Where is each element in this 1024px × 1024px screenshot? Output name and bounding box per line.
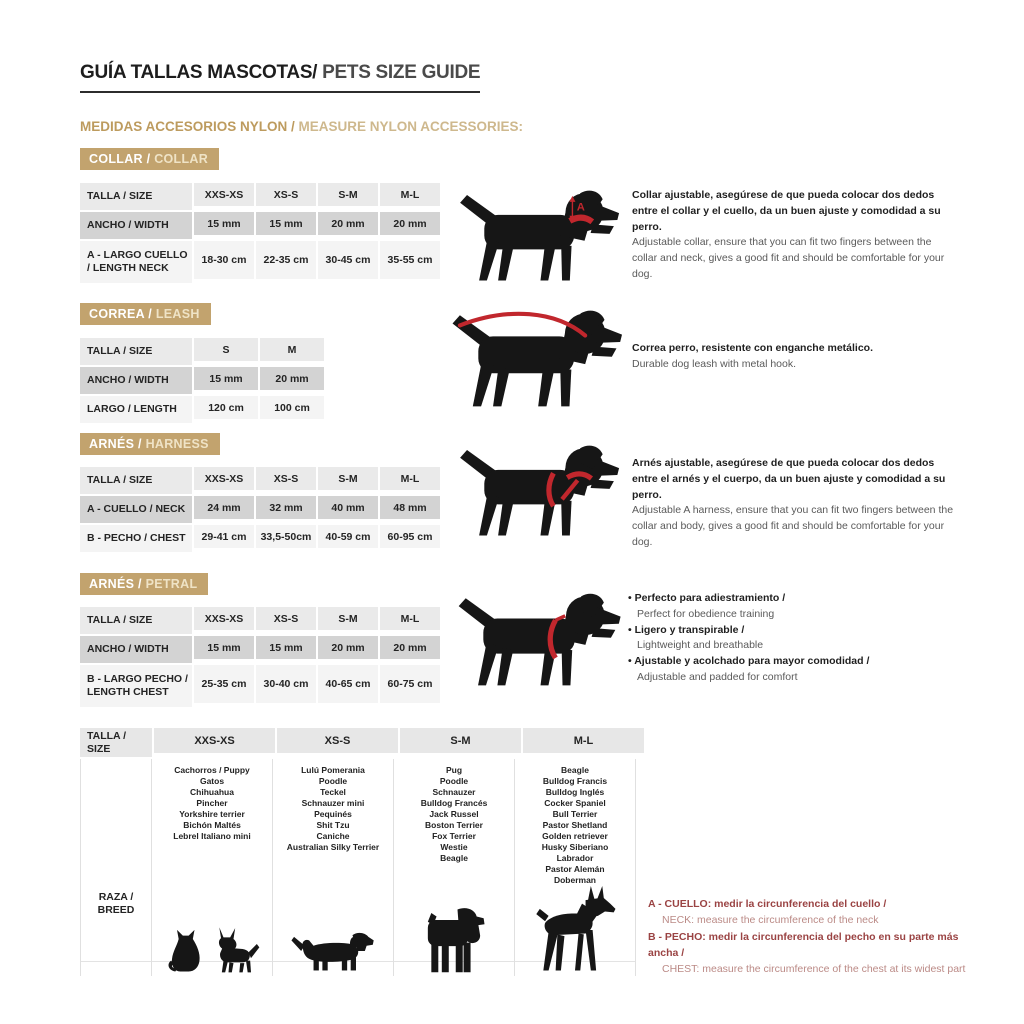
breed-name: Shit Tzu (316, 820, 350, 830)
leash-header-row (80, 338, 324, 365)
petral-bullet-3-en: Adjustable and padded for comfort (637, 670, 798, 683)
harness-size-cell: S-M (318, 467, 378, 490)
note-a-en: NECK: measure the circumference of the neck (662, 914, 879, 927)
breed-name: Bulldog Francés (420, 798, 488, 808)
leash-width-cell: 20 mm (260, 367, 324, 390)
harness-chest-cell: 33,5-50cm (256, 525, 316, 548)
breed-size-cell: XS-S (277, 728, 398, 753)
collar-size-cell: XS-S (256, 183, 316, 206)
breed-name: Boston Terrier (425, 820, 483, 830)
collar-table (80, 183, 440, 283)
collar-desc-en: Adjustable collar, ensure that you can fit two fingers between the collar and neck, gives a good fit and should be comfortable for your dog. (632, 236, 945, 280)
breed-name: Caniche (316, 831, 350, 841)
breed-row-label-cell (80, 759, 152, 976)
breed-name: Lebrel Italiano mini (173, 831, 251, 841)
breed-size-cell: XXS-XS (154, 728, 275, 753)
breed-col-xs-s (273, 759, 394, 976)
breed-name: Beagle (561, 765, 589, 775)
breed-row-label: RAZA / BREED (97, 890, 135, 917)
note-b-en: CHEST: measure the circumference of the chest at its widest part (662, 963, 966, 976)
breed-name: Pincher (196, 798, 228, 808)
breed-col-xxs-xs (152, 759, 273, 976)
harness-neck-label: A - CUELLO / NECK (80, 496, 192, 523)
harness-size-cell: XXS-XS (194, 467, 254, 490)
breed-name: Doberman (553, 875, 597, 885)
note-a-es: A - CUELLO: medir la circunferencia del cuello / (648, 898, 887, 910)
leash-length-row (80, 396, 324, 423)
petral-header-row (80, 607, 440, 634)
harness-header-row (80, 467, 440, 494)
breed-name: Beagle (440, 853, 468, 863)
animal-slot-m-l (533, 886, 617, 976)
collar-badge-en: COLLAR (154, 152, 209, 166)
breed-name: Yorkshire terrier (179, 809, 245, 819)
animal-slot-xs-s (289, 928, 377, 976)
leash-length-label: LARGO / LENGTH (80, 396, 192, 423)
leash-width-label: ANCHO / WIDTH (80, 367, 192, 394)
petral-bullet-2 (628, 623, 952, 655)
petral-width-label: ANCHO / WIDTH (80, 636, 192, 663)
leash-width-cell: 15 mm (194, 367, 258, 390)
petral-chest-row (80, 665, 440, 707)
breed-name: Jack Russel (429, 809, 479, 819)
collar-width-row (80, 212, 440, 239)
petral-width-cell: 20 mm (318, 636, 378, 659)
breed-size-header: TALLA / SIZE (80, 728, 152, 757)
collar-header-row (80, 183, 440, 210)
harness-section-badge (80, 433, 220, 455)
leash-size-header: TALLA / SIZE (80, 338, 192, 365)
leash-width-row (80, 367, 324, 394)
harness-neck-cell: 48 mm (380, 496, 440, 519)
breed-name: Pastor Alemán (545, 864, 605, 874)
breed-name: Bichón Maltés (183, 820, 241, 830)
harness-neck-row (80, 496, 440, 523)
harness-chest-label: B - PECHO / CHEST (80, 525, 192, 552)
petral-size-cell: S-M (318, 607, 378, 630)
breed-name: Labrador (556, 853, 594, 863)
animal-slot-xxs-xs (165, 924, 260, 976)
breed-body (80, 759, 636, 962)
petral-chest-cell: 40-65 cm (318, 665, 378, 703)
leash-dog-illustration (447, 300, 622, 423)
petral-size-cell: XXS-XS (194, 607, 254, 630)
petral-size-header: TALLA / SIZE (80, 607, 192, 634)
petral-bullet-2-en: Lightweight and breathable (637, 639, 764, 652)
dog-collar-icon (452, 182, 622, 290)
breed-name: Poodle (439, 776, 469, 786)
collar-width-cell: 15 mm (256, 212, 316, 235)
collar-size-cell: XXS-XS (194, 183, 254, 206)
leash-size-cell: S (194, 338, 258, 361)
petral-table (80, 607, 440, 707)
collar-section-badge (80, 148, 219, 170)
leash-badge-en: LEASH (155, 307, 200, 321)
leash-description (632, 341, 956, 373)
harness-chest-cell: 60-95 cm (380, 525, 440, 548)
breed-name: Bulldog Francis (542, 776, 608, 786)
petral-size-cell: XS-S (256, 607, 316, 630)
leash-table (80, 338, 324, 423)
harness-size-cell: XS-S (256, 467, 316, 490)
schnauzer-icon (422, 906, 486, 974)
breed-table (80, 728, 636, 962)
harness-table (80, 467, 440, 552)
petral-bullet-2-es: • Ligero y transpirable / (628, 623, 952, 639)
harness-neck-cell: 24 mm (194, 496, 254, 519)
doberman-icon (533, 886, 617, 974)
breed-size-cell: S-M (400, 728, 521, 753)
collar-badge-es: COLLAR / (89, 152, 155, 166)
dog-leash-icon (447, 300, 622, 418)
petral-chest-cell: 25-35 cm (194, 665, 254, 703)
collar-width-cell: 20 mm (380, 212, 440, 235)
page-subtitle-es: MEDIDAS ACCESORIOS NYLON / (80, 119, 299, 134)
collar-neck-cell: 22-35 cm (256, 241, 316, 279)
page-title (80, 62, 480, 93)
breed-size-cell: M-L (523, 728, 644, 753)
breed-name: Golden retriever (542, 831, 608, 841)
breed-name: Pastor Shetland (542, 820, 608, 830)
collar-description (632, 188, 956, 283)
petral-bullet-1-en: Perfect for obedience training (637, 607, 775, 620)
leash-desc-en: Durable dog leash with metal hook. (632, 357, 797, 370)
petral-feature-list (628, 591, 952, 686)
measuring-notes (648, 896, 978, 977)
collar-neck-label: A - LARGO CUELLO / LENGTH NECK (80, 241, 192, 283)
page-subtitle (80, 119, 523, 134)
breed-name: Cocker Spaniel (544, 798, 606, 808)
collar-size-cell: M-L (380, 183, 440, 206)
collar-desc-es: Collar ajustable, asegúrese de que pueda colocar dos dedos entre el collar y el cuello, da un buen ajuste y comodidad a su perro. (632, 189, 941, 233)
harness-badge-es: ARNÉS / (89, 437, 146, 451)
chihuahua-icon (212, 924, 260, 974)
breed-name: Cachorros / Puppy (174, 765, 250, 775)
harness-chest-row (80, 525, 440, 552)
breed-name: Schnauzer (432, 787, 476, 797)
petral-dog-illustration (452, 585, 622, 700)
cat-icon (165, 924, 209, 974)
collar-neck-row (80, 241, 440, 283)
breed-name: Chihuahua (190, 787, 234, 797)
collar-width-cell: 20 mm (318, 212, 378, 235)
breed-header-row (80, 728, 636, 757)
collar-width-label: ANCHO / WIDTH (80, 212, 192, 239)
page-title-en: PETS SIZE GUIDE (317, 62, 481, 83)
breed-name: Westie (440, 842, 468, 852)
breed-name: Australian Silky Terrier (286, 842, 380, 852)
collar-neck-cell: 30-45 cm (318, 241, 378, 279)
breed-name: Husky Siberiano (541, 842, 609, 852)
petral-width-cell: 15 mm (256, 636, 316, 659)
collar-neck-cell: 18-30 cm (194, 241, 254, 279)
collar-dog-illustration (452, 182, 622, 295)
leash-length-cell: 120 cm (194, 396, 258, 419)
breed-name: Poodle (318, 776, 348, 786)
breed-name: Bulldog Inglés (545, 787, 605, 797)
leash-size-cell: M (260, 338, 324, 361)
breed-col-m-l (515, 759, 636, 976)
harness-chest-cell: 40-59 cm (318, 525, 378, 548)
breed-name: Schnauzer mini (301, 798, 365, 808)
collar-neck-cell: 35-55 cm (380, 241, 440, 279)
harness-neck-cell: 32 mm (256, 496, 316, 519)
petral-badge-es: ARNÉS / (89, 577, 146, 591)
petral-chest-cell: 60-75 cm (380, 665, 440, 703)
breed-name: Teckel (320, 787, 346, 797)
collar-size-cell: S-M (318, 183, 378, 206)
breed-name: Fox Terrier (432, 831, 476, 841)
harness-desc-en: Adjustable A harness, ensure that you can fit two fingers between the collar and body, gives a good fit and should be comfortable for your dog. (632, 504, 954, 548)
harness-desc-es: Arnés ajustable, asegúrese de que pueda colocar dos dedos entre el arnés y el cuerpo, da un buen ajuste y comodidad a su perro. (632, 457, 946, 501)
petral-chest-label: B - LARGO PECHO / LENGTH CHEST (80, 665, 192, 707)
petral-width-cell: 20 mm (380, 636, 440, 659)
collar-width-cell: 15 mm (194, 212, 254, 235)
page-title-es: GUÍA TALLAS MASCOTAS/ (80, 62, 318, 83)
harness-size-header: TALLA / SIZE (80, 467, 192, 494)
harness-chest-cell: 29-41 cm (194, 525, 254, 548)
petral-chest-cell: 30-40 cm (256, 665, 316, 703)
petral-section-badge (80, 573, 208, 595)
harness-description (632, 456, 956, 551)
petral-badge-en: PETRAL (145, 577, 198, 591)
leash-desc-es: Correa perro, resistente con enganche metálico. (632, 342, 873, 354)
page-subtitle-en: MEASURE NYLON ACCESSORIES: (298, 119, 524, 134)
breed-col-s-m (394, 759, 515, 976)
leash-length-cell: 100 cm (260, 396, 324, 419)
petral-width-row (80, 636, 440, 663)
harness-size-cell: M-L (380, 467, 440, 490)
leash-badge-es: CORREA / (89, 307, 156, 321)
breed-name: Pug (445, 765, 463, 775)
breed-name: Lulú Pomerania (301, 765, 365, 775)
breed-name: Bull Terrier (552, 809, 598, 819)
collar-marker-a: A (576, 201, 585, 214)
harness-badge-en: HARNESS (145, 437, 209, 451)
note-b-es: B - PECHO: medir la circunferencia del pecho en su parte más ancha / (648, 930, 959, 959)
harness-dog-illustration (452, 437, 622, 550)
dog-harness-icon (452, 437, 622, 545)
animal-slot-s-m (422, 906, 486, 976)
harness-neck-cell: 40 mm (318, 496, 378, 519)
leash-section-badge (80, 303, 211, 325)
petral-bullet-1 (628, 591, 952, 623)
breed-name: Gatos (199, 776, 225, 786)
petral-width-cell: 15 mm (194, 636, 254, 659)
dachshund-icon (289, 928, 377, 974)
dog-petral-icon (452, 585, 622, 695)
petral-bullet-3 (628, 654, 952, 686)
petral-bullet-1-es: • Perfecto para adiestramiento / (628, 591, 952, 607)
petral-size-cell: M-L (380, 607, 440, 630)
breed-name: Pequinés (314, 809, 352, 819)
petral-bullet-3-es: • Ajustable y acolchado para mayor comodidad / (628, 654, 952, 670)
collar-size-header: TALLA / SIZE (80, 183, 192, 210)
